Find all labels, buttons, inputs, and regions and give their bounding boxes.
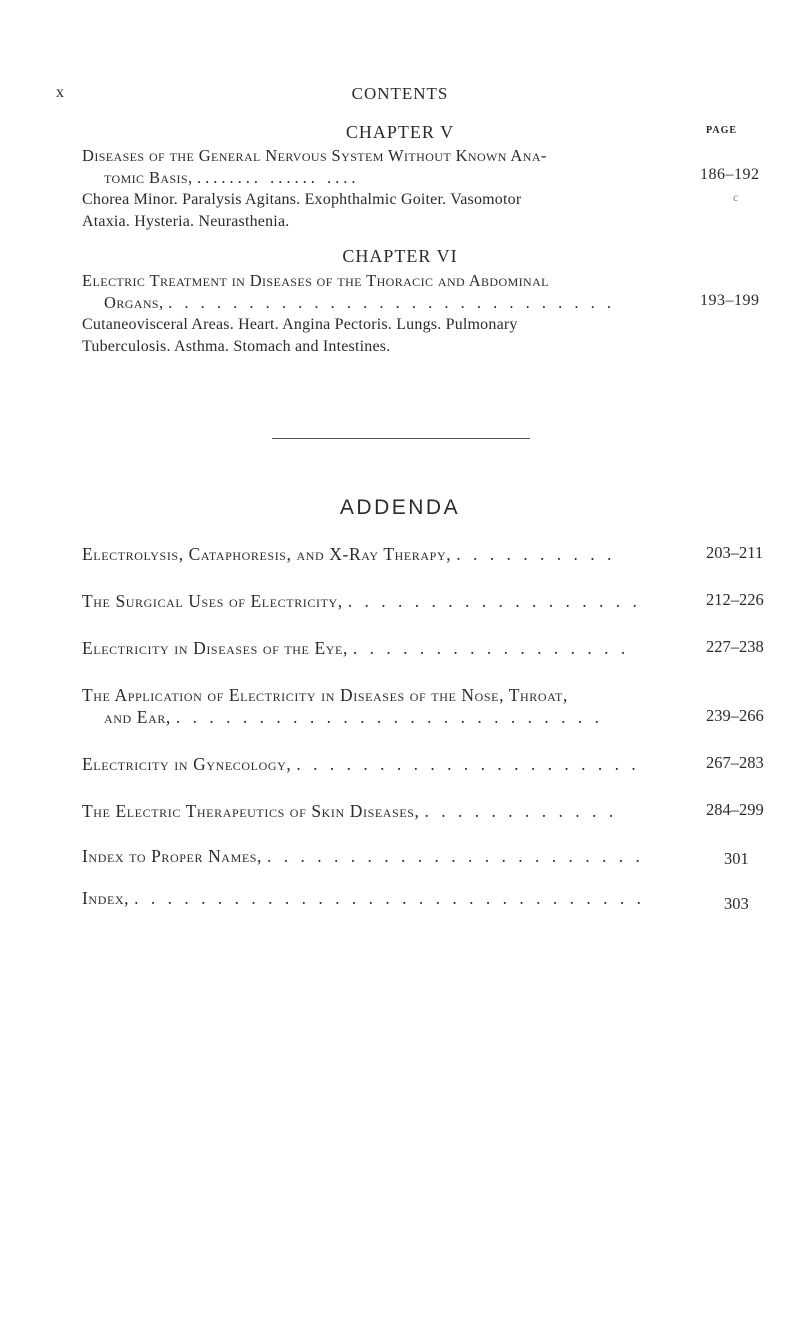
page-folio: x	[56, 84, 65, 101]
chapter-6-entry	[82, 270, 727, 358]
chapter-5-title-line1: Diseases of the General Nervous System Without Known Ana-	[82, 146, 547, 165]
leader-dots: . . . . . . . . . . . .	[424, 801, 618, 821]
addenda-entry: The Electric Therapeutics of Skin Diseases, . . . . . . . . . . . .	[82, 801, 618, 821]
leader-dots: . . . . . . . . . . . . . . . . . . . . . . . . . . . .	[168, 293, 615, 312]
addenda-entry-pages: 284–299	[706, 800, 764, 819]
addenda-entry: Index, . . . . . . . . . . . . . . . . . . . . . . . . . . . . . . .	[82, 888, 645, 908]
leader-dots: . . . . . . . . . . . . . . . . . . . . . . . . . .	[175, 707, 604, 727]
chapter-6-heading: CHAPTER VI	[342, 246, 458, 266]
leader-dots: . . . . . . . . . .	[456, 544, 616, 564]
running-title: CONTENTS	[351, 84, 449, 103]
leader-dots: ........ ...... ....	[197, 168, 360, 187]
chapter-6-subjects-line2: Tuberculosis. Asthma. Stomach and Intestines.	[82, 338, 391, 355]
addenda-entry: Index to Proper Names, . . . . . . . . . . . . . . . . . . . . . . .	[82, 846, 644, 866]
addenda-entry: The Application of Electricity in Diseases of the Nose, Throat, and Ear, . . . . . . . . . . . . . . . . . . . . . . . . . .	[82, 685, 604, 727]
leader-dots: . . . . . . . . . . . . . . . . . . . . . . .	[267, 846, 644, 866]
addenda-entry-pages: 301	[724, 849, 749, 868]
chapter-5-subjects-line1: Chorea Minor. Paralysis Agitans. Exophthalmic Goiter. Vasomotor	[82, 191, 522, 208]
chapter-5-subjects-line2: Ataxia. Hysteria. Neurasthenia.	[82, 213, 290, 230]
leader-dots: . . . . . . . . . . . . . . . . . . . . .	[296, 754, 640, 774]
addenda-entry-pages: 267–283	[706, 753, 764, 772]
chapter-6-subjects-line1: Cutaneovisceral Areas. Heart. Angina Pectoris. Lungs. Pulmonary	[82, 316, 518, 333]
addenda-entry-pages: 203–211	[706, 543, 764, 562]
addenda-entry-pages: 303	[724, 894, 749, 913]
chapter-5-title-line2: tomic Basis, ........ ...... ....	[104, 168, 360, 187]
leader-dots: . . . . . . . . . . . . . . . . . . . . . . . . . . . . . . .	[134, 888, 645, 908]
chapter-5-heading: CHAPTER V	[345, 122, 455, 142]
chapter-6-pages: 193–199	[700, 292, 760, 309]
chapter-5-entry	[82, 145, 727, 233]
leader-dots: . . . . . . . . . . . . . . . . .	[352, 638, 630, 658]
addenda-entry-pages: 239–266	[706, 706, 764, 725]
addenda-entry: The Surgical Uses of Electricity, . . . . . . . . . . . . . . . . . .	[82, 591, 641, 611]
chapter-6-title-line2: Organs, . . . . . . . . . . . . . . . . . . . . . . . . . . . .	[104, 293, 615, 312]
addenda-heading: ADDENDA	[339, 496, 461, 519]
addenda-entry-pages: 212–226	[706, 590, 764, 609]
addenda-entry: Electricity in Diseases of the Eye, . . . . . . . . . . . . . . . . .	[82, 638, 630, 658]
addenda-entry-pages: 227–238	[706, 637, 764, 656]
page-column-label: PAGE	[706, 125, 738, 136]
chapter-5-pages: 186–192	[700, 166, 760, 183]
chapter-6-title-line1: Electric Treatment in Diseases of the Thoracic and Abdominal	[82, 271, 549, 290]
addenda-entry: Electricity in Gynecology, . . . . . . . . . . . . . . . . . . . . .	[82, 754, 640, 774]
addenda-entry: Electrolysis, Cataphoresis, and X-Ray Therapy, . . . . . . . . . .	[82, 544, 616, 564]
marginal-mark: c	[733, 190, 739, 204]
section-divider	[272, 438, 530, 439]
leader-dots: . . . . . . . . . . . . . . . . . .	[347, 591, 641, 611]
